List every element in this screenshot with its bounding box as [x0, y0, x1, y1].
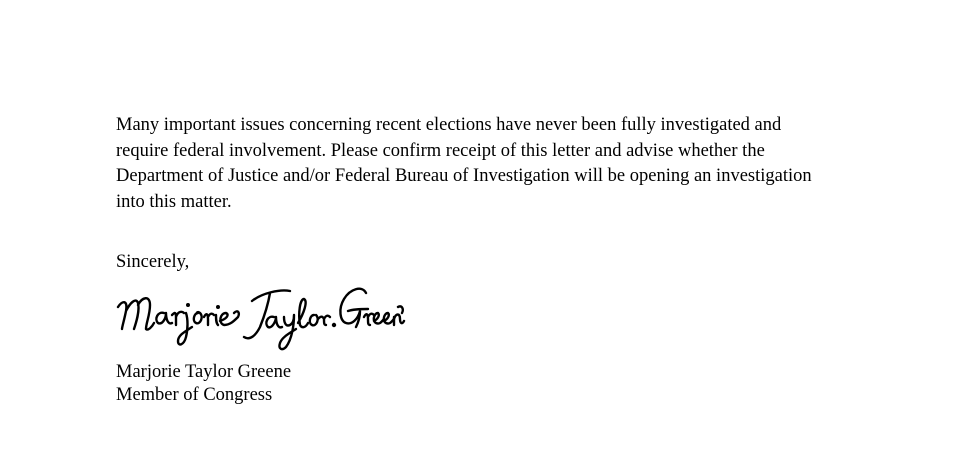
body-line: require federal involvement. Please confirm receipt of this letter and advise whether the — [116, 140, 765, 161]
signer-name: Marjorie Taylor Greene — [116, 362, 292, 382]
body-line: Department of Justice and/or Federal Bureau of Investigation will be opening an investigation — [116, 166, 812, 186]
body-line: Many important issues concerning recent elections have never been fully investigated and — [116, 115, 782, 135]
body-line: into this matter. — [116, 191, 232, 212]
closing-salutation: Sincerely, — [116, 252, 190, 272]
letter-body-paragraph — [116, 113, 876, 215]
handwritten-signature — [112, 283, 406, 353]
signer-title: Member of Congress — [116, 385, 273, 405]
